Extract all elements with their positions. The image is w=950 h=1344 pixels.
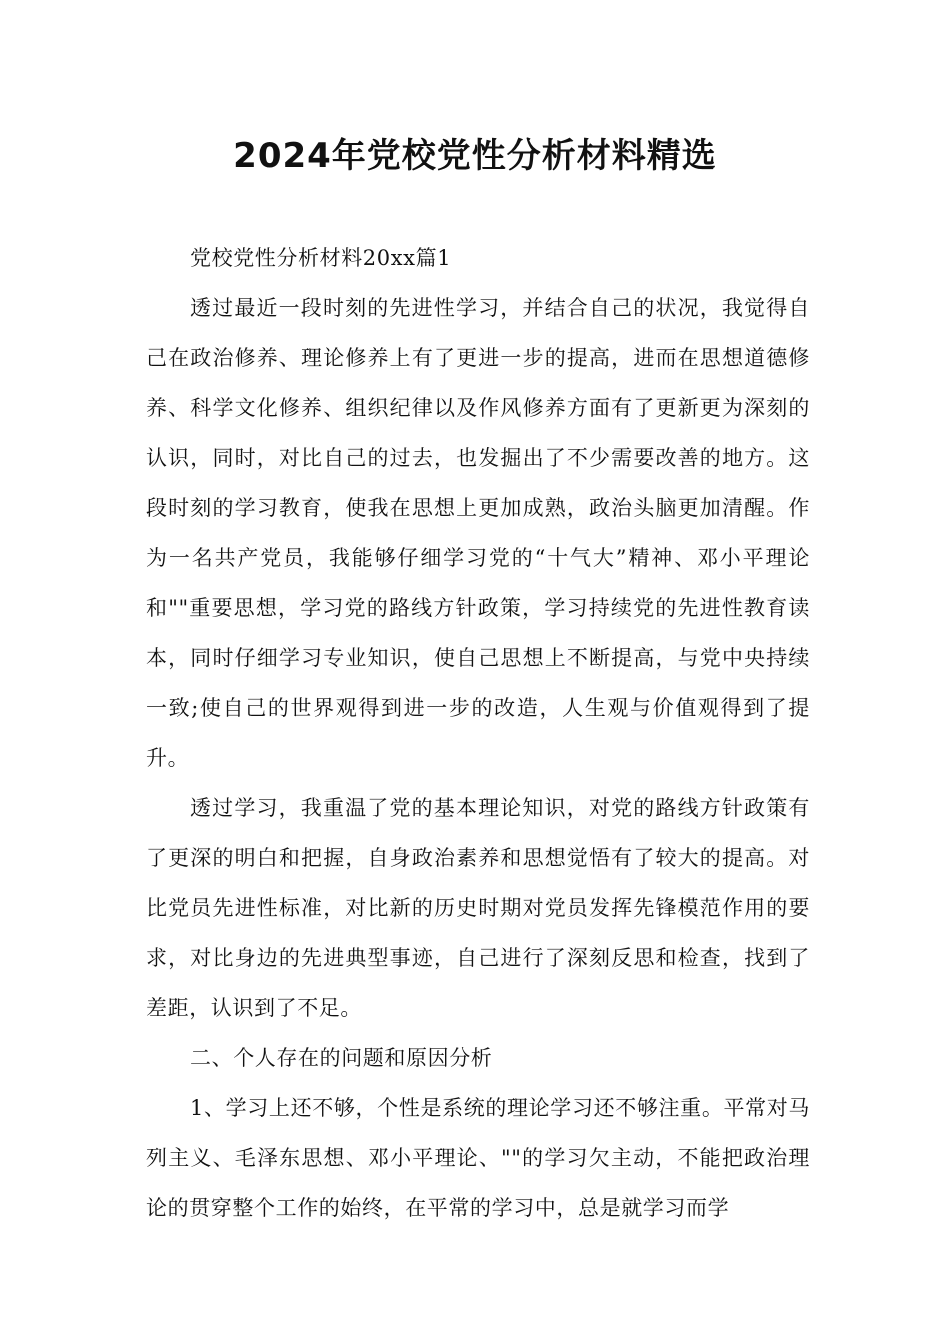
paragraph: 透过学习，我重温了党的基本理论知识，对党的路线方针政策有了更深的明白和把握，自身政治素养和思想觉悟有了较大的提高。对比党员先进性标准，对比新的历史时期对党员发挥先锋模范作用的要求，对比身边的先进典型事迹，自己进行了深刻反思和检查，找到了差距，认识到了不足。 [146,796,810,1020]
document-body [146,233,810,1233]
section-heading: 党校党性分析材料20xx篇1 [190,246,452,270]
document-title: 2024年党校党性分析材料精选 [233,136,717,176]
paragraph: 1、学习上还不够，个性是系统的理论学习还不够注重。平常对马列主义、毛泽东思想、邓小平理论、""的学习欠主动，不能把政治理论的贯穿整个工作的始终，在平常的学习中，总是就学习而学 [146,1096,810,1220]
section-heading: 二、个人存在的问题和原因分析 [190,1046,493,1070]
paragraph: 透过最近一段时刻的先进性学习，并结合自己的状况，我觉得自己在政治修养、理论修养上有了更进一步的提高，进而在思想道德修养、科学文化修养、组织纪律以及作风修养方面有了更新更为深刻的认识，同时，对比自己的过去，也发掘出了不少需要改善的地方。这段时刻的学习教育，使我在思想上更加成熟，政治头脑更加清醒。作为一名共产党员，我能够仔细学习党的“十气大”精神、邓小平理论和""重要思想，学习党的路线方针政策，学习持续党的先进性教育读本，同时仔细学习专业知识，使自己思想上不断提高，与党中央持续一致;使自己的世界观得到进一步的改造，人生观与价值观得到了提升。 [146,296,810,770]
